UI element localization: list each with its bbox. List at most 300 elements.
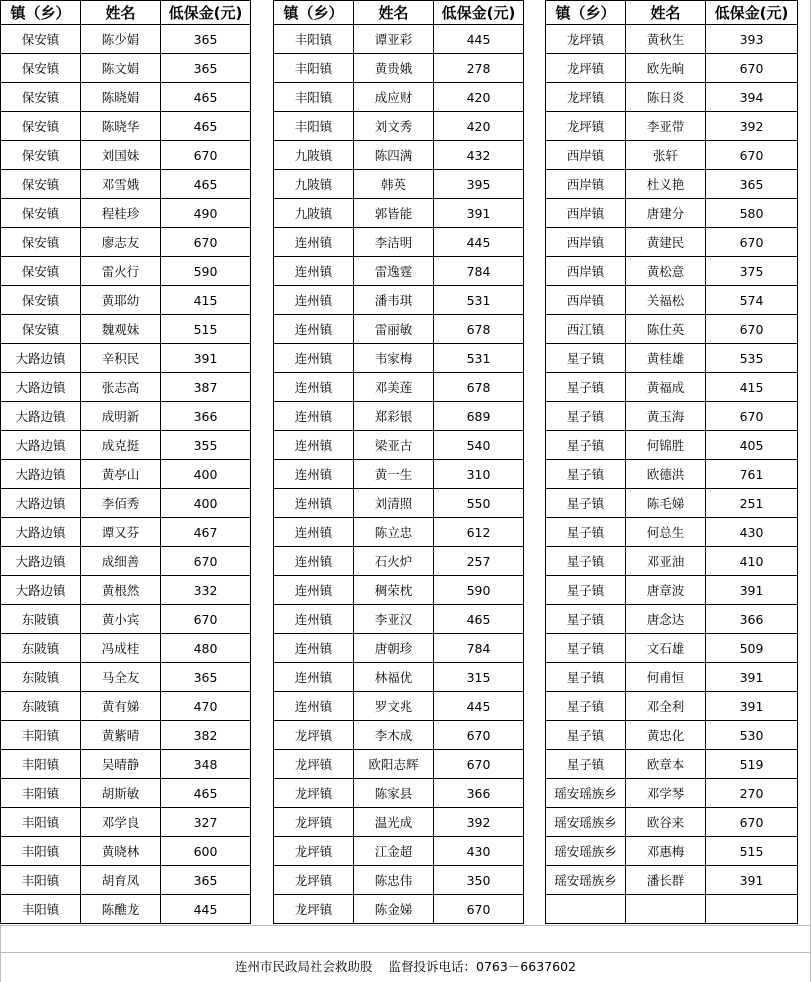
- amount-cell: 480: [161, 634, 251, 663]
- amount-cell: 465: [161, 170, 251, 199]
- name-cell: 潘长群: [626, 866, 706, 895]
- table-row: [1, 721, 251, 750]
- amount-cell: 670: [706, 228, 798, 257]
- name-cell: 邓美莲: [354, 373, 434, 402]
- town-cell: 大路边镇: [1, 518, 81, 547]
- table-row: [546, 489, 798, 518]
- name-cell: 欧德洪: [626, 460, 706, 489]
- table-row: [274, 779, 524, 808]
- table-body: [1, 25, 251, 924]
- town-cell: 龙坪镇: [274, 895, 354, 924]
- town-cell: 龙坪镇: [274, 779, 354, 808]
- table-row: [274, 83, 524, 112]
- table-row: [1, 547, 251, 576]
- table-row: [546, 141, 798, 170]
- table-row: [274, 837, 524, 866]
- amount-cell: 391: [434, 199, 524, 228]
- amount-cell: 465: [434, 605, 524, 634]
- amount-cell: 670: [706, 808, 798, 837]
- amount-cell: 580: [706, 199, 798, 228]
- amount-cell: 420: [434, 83, 524, 112]
- town-cell: 星子镇: [546, 460, 626, 489]
- table-row: [546, 779, 798, 808]
- name-cell: 稠荣枕: [354, 576, 434, 605]
- name-cell: 江金超: [354, 837, 434, 866]
- table-row: [546, 170, 798, 199]
- amount-cell: 678: [434, 315, 524, 344]
- table-row: [274, 170, 524, 199]
- name-cell: 黄小宾: [81, 605, 161, 634]
- name-cell: 黄秋生: [626, 25, 706, 54]
- name-cell: 张志高: [81, 373, 161, 402]
- name-cell: 黄贵娥: [354, 54, 434, 83]
- name-cell: 杜义艳: [626, 170, 706, 199]
- name-cell: 马全友: [81, 663, 161, 692]
- town-cell: 连州镇: [274, 547, 354, 576]
- name-cell: 李木成: [354, 721, 434, 750]
- table-row: [1, 54, 251, 83]
- name-cell: 黄桂雄: [626, 344, 706, 373]
- town-cell: 龙坪镇: [546, 54, 626, 83]
- table-row: [274, 866, 524, 895]
- amount-cell: 327: [161, 808, 251, 837]
- table-row: [274, 315, 524, 344]
- name-cell: 陈忠伟: [354, 866, 434, 895]
- name-cell: 黄福成: [626, 373, 706, 402]
- table-row: [546, 576, 798, 605]
- table-row: [546, 837, 798, 866]
- amount-cell: 432: [434, 141, 524, 170]
- name-cell: 何总生: [626, 518, 706, 547]
- name-cell: 张轩: [626, 141, 706, 170]
- name-cell: 黄玉海: [626, 402, 706, 431]
- town-cell: 保安镇: [1, 141, 81, 170]
- town-cell: 丰阳镇: [274, 83, 354, 112]
- name-cell: 黄有娣: [81, 692, 161, 721]
- amount-cell: 387: [161, 373, 251, 402]
- town-cell: 保安镇: [1, 112, 81, 141]
- name-cell: 黄亭山: [81, 460, 161, 489]
- amount-cell: 392: [434, 808, 524, 837]
- name-cell: 欧谷来: [626, 808, 706, 837]
- name-cell: 何甫恒: [626, 663, 706, 692]
- town-cell: 大路边镇: [1, 431, 81, 460]
- divider-line: [0, 925, 811, 926]
- amount-cell: 550: [434, 489, 524, 518]
- name-cell: 黄耶幼: [81, 286, 161, 315]
- name-cell: 潘韦琪: [354, 286, 434, 315]
- footer-hotline: 监督投诉电话：0763－6637602: [388, 959, 576, 974]
- name-cell: 欧章本: [626, 750, 706, 779]
- town-cell: 大路边镇: [1, 547, 81, 576]
- name-cell: 邓雪娥: [81, 170, 161, 199]
- town-cell: 大路边镇: [1, 402, 81, 431]
- name-cell: 成明新: [81, 402, 161, 431]
- name-cell: 林福优: [354, 663, 434, 692]
- town-cell: 星子镇: [546, 518, 626, 547]
- amount-cell: 365: [161, 54, 251, 83]
- table-row: [274, 692, 524, 721]
- name-cell: 韦家梅: [354, 344, 434, 373]
- amount-cell: 670: [706, 54, 798, 83]
- town-cell: 丰阳镇: [1, 750, 81, 779]
- name-cell: 陈晓华: [81, 112, 161, 141]
- town-cell: 保安镇: [1, 54, 81, 83]
- name-cell: 黄晓林: [81, 837, 161, 866]
- header-name: 姓名: [626, 1, 706, 25]
- town-cell: 丰阳镇: [1, 895, 81, 924]
- name-cell: 罗文兆: [354, 692, 434, 721]
- town-cell: 星子镇: [546, 663, 626, 692]
- name-cell: 黄一生: [354, 460, 434, 489]
- table-row: [1, 576, 251, 605]
- name-cell: 冯成桂: [81, 634, 161, 663]
- name-cell: 陈文娟: [81, 54, 161, 83]
- table-row: [546, 54, 798, 83]
- amount-cell: 405: [706, 431, 798, 460]
- amount-cell: 670: [161, 141, 251, 170]
- town-cell: 丰阳镇: [1, 837, 81, 866]
- amount-cell: 670: [706, 141, 798, 170]
- table-row: [274, 663, 524, 692]
- table-row: [274, 199, 524, 228]
- amount-cell: 420: [434, 112, 524, 141]
- roster-table-3: [545, 0, 798, 924]
- table-body: [546, 25, 798, 924]
- town-cell: 西岸镇: [546, 141, 626, 170]
- town-cell: 连州镇: [274, 489, 354, 518]
- town-cell: 大路边镇: [1, 460, 81, 489]
- name-cell: 欧阳志辉: [354, 750, 434, 779]
- name-cell: 唐朝珍: [354, 634, 434, 663]
- town-cell: 连州镇: [274, 373, 354, 402]
- table-row: [546, 199, 798, 228]
- name-cell: 陈晓娟: [81, 83, 161, 112]
- name-cell: 李亚汉: [354, 605, 434, 634]
- amount-cell: 382: [161, 721, 251, 750]
- amount-cell: 365: [706, 170, 798, 199]
- name-cell: 邓全利: [626, 692, 706, 721]
- town-cell: 连州镇: [274, 605, 354, 634]
- name-cell: 陈醮龙: [81, 895, 161, 924]
- amount-cell: 670: [161, 547, 251, 576]
- table-row: [546, 866, 798, 895]
- roster-table-1: [0, 0, 251, 924]
- town-cell: 连州镇: [274, 286, 354, 315]
- name-cell: 陈少娟: [81, 25, 161, 54]
- town-cell: 星子镇: [546, 750, 626, 779]
- amount-cell: 445: [434, 692, 524, 721]
- amount-cell: 519: [706, 750, 798, 779]
- amount-cell: 678: [434, 373, 524, 402]
- table-row: [1, 373, 251, 402]
- town-cell: 瑶安瑶族乡: [546, 808, 626, 837]
- town-cell: 连州镇: [274, 634, 354, 663]
- amount-cell: 350: [434, 866, 524, 895]
- amount-cell: 689: [434, 402, 524, 431]
- amount-cell: 515: [706, 837, 798, 866]
- table-row: [1, 199, 251, 228]
- table-row: [274, 547, 524, 576]
- amount-cell: 465: [161, 83, 251, 112]
- name-cell: 关福松: [626, 286, 706, 315]
- table-row: [546, 286, 798, 315]
- table-row: [1, 344, 251, 373]
- name-cell: 成应财: [354, 83, 434, 112]
- name-cell: 陈毛娣: [626, 489, 706, 518]
- amount-cell: 251: [706, 489, 798, 518]
- town-cell: 连州镇: [274, 518, 354, 547]
- town-cell: 大路边镇: [1, 489, 81, 518]
- name-cell: 温光成: [354, 808, 434, 837]
- name-cell: 郭皆能: [354, 199, 434, 228]
- amount-cell: 310: [434, 460, 524, 489]
- table-row: [274, 750, 524, 779]
- table-row: [274, 489, 524, 518]
- name-cell: 黄忠化: [626, 721, 706, 750]
- town-cell: 丰阳镇: [1, 866, 81, 895]
- town-cell: 连州镇: [274, 402, 354, 431]
- amount-cell: 540: [434, 431, 524, 460]
- table-row: [546, 518, 798, 547]
- amount-cell: 415: [706, 373, 798, 402]
- table-row: [1, 83, 251, 112]
- amount-cell: 670: [706, 315, 798, 344]
- table-row: [546, 460, 798, 489]
- town-cell: 西岸镇: [546, 228, 626, 257]
- table-row: [274, 257, 524, 286]
- table-row: [1, 489, 251, 518]
- town-cell: 星子镇: [546, 489, 626, 518]
- town-cell: 连州镇: [274, 692, 354, 721]
- table-row: [274, 54, 524, 83]
- name-cell: 韩英: [354, 170, 434, 199]
- town-cell: 丰阳镇: [1, 779, 81, 808]
- name-cell: 邓学良: [81, 808, 161, 837]
- name-cell: 李亚带: [626, 112, 706, 141]
- amount-cell: 391: [161, 344, 251, 373]
- name-cell: 李洁明: [354, 228, 434, 257]
- name-cell: 何锦胜: [626, 431, 706, 460]
- header-amount: 低保金(元): [161, 1, 251, 25]
- table-row: [1, 431, 251, 460]
- town-cell: 龙坪镇: [274, 721, 354, 750]
- town-cell: 龙坪镇: [274, 808, 354, 837]
- town-cell: 西岸镇: [546, 286, 626, 315]
- amount-cell: 415: [161, 286, 251, 315]
- town-cell: 西岸镇: [546, 199, 626, 228]
- amount-cell: 670: [706, 402, 798, 431]
- name-cell: 陈立忠: [354, 518, 434, 547]
- amount-cell: 348: [161, 750, 251, 779]
- name-cell: 黄松意: [626, 257, 706, 286]
- name-cell: 刘清照: [354, 489, 434, 518]
- table-row: [274, 634, 524, 663]
- table-row: [274, 286, 524, 315]
- amount-cell: 391: [706, 866, 798, 895]
- name-cell: 石火炉: [354, 547, 434, 576]
- town-cell: 东陂镇: [1, 692, 81, 721]
- town-cell: 连州镇: [274, 431, 354, 460]
- name-cell: 雷丽敏: [354, 315, 434, 344]
- name-cell: 雷逸霆: [354, 257, 434, 286]
- name-cell: 程桂珍: [81, 199, 161, 228]
- name-cell: 辛积民: [81, 344, 161, 373]
- town-cell: 星子镇: [546, 344, 626, 373]
- amount-cell: 490: [161, 199, 251, 228]
- amount-cell: 590: [434, 576, 524, 605]
- table-row: [1, 141, 251, 170]
- name-cell: 邓学琴: [626, 779, 706, 808]
- name-cell: 吴晴静: [81, 750, 161, 779]
- name-cell: 雷火行: [81, 257, 161, 286]
- table-row: [274, 402, 524, 431]
- town-cell: 星子镇: [546, 402, 626, 431]
- amount-cell: 270: [706, 779, 798, 808]
- amount-cell: 400: [161, 460, 251, 489]
- town-cell: 连州镇: [274, 228, 354, 257]
- town-cell: 连州镇: [274, 315, 354, 344]
- table-row: [1, 460, 251, 489]
- town-cell: 连州镇: [274, 663, 354, 692]
- table-row: [546, 431, 798, 460]
- header-name: 姓名: [81, 1, 161, 25]
- name-cell: 欧先晌: [626, 54, 706, 83]
- town-cell: 九陂镇: [274, 170, 354, 199]
- town-cell: 星子镇: [546, 373, 626, 402]
- table-row: [546, 721, 798, 750]
- amount-cell: 365: [161, 663, 251, 692]
- table-row: [1, 895, 251, 924]
- amount-cell: 445: [161, 895, 251, 924]
- amount-cell: 365: [161, 866, 251, 895]
- name-cell: 文石雄: [626, 634, 706, 663]
- name-cell: 李佰秀: [81, 489, 161, 518]
- table-row: [546, 808, 798, 837]
- amount-cell: 391: [706, 576, 798, 605]
- town-cell: 保安镇: [1, 228, 81, 257]
- amount-cell: 430: [434, 837, 524, 866]
- table-row: [1, 692, 251, 721]
- header-town: 镇（乡）: [274, 1, 354, 25]
- table-row: [1, 286, 251, 315]
- name-cell: 成细善: [81, 547, 161, 576]
- table-row: [1, 402, 251, 431]
- amount-cell: 392: [706, 112, 798, 141]
- table-row: [1, 25, 251, 54]
- table-row: [546, 344, 798, 373]
- town-cell: 丰阳镇: [1, 721, 81, 750]
- table-row: [1, 518, 251, 547]
- table-row: [274, 373, 524, 402]
- table-row: [546, 750, 798, 779]
- footer-office: 连州市民政局社会救助股: [235, 959, 373, 974]
- amount-cell: 509: [706, 634, 798, 663]
- amount-cell: 784: [434, 257, 524, 286]
- name-cell: 成克挺: [81, 431, 161, 460]
- town-cell: 保安镇: [1, 286, 81, 315]
- table-row: [274, 518, 524, 547]
- amount-cell: 465: [161, 112, 251, 141]
- amount-cell: 315: [434, 663, 524, 692]
- town-cell: 龙坪镇: [274, 866, 354, 895]
- table-row: [274, 431, 524, 460]
- amount-cell: 400: [161, 489, 251, 518]
- table-row: [1, 315, 251, 344]
- table-row: [546, 547, 798, 576]
- town-cell: 大路边镇: [1, 344, 81, 373]
- amount-cell: 391: [706, 692, 798, 721]
- name-cell: 廖志友: [81, 228, 161, 257]
- table-row: [546, 373, 798, 402]
- table-row: [546, 25, 798, 54]
- amount-cell: 465: [161, 779, 251, 808]
- empty-cell: [626, 895, 706, 924]
- amount-cell: 531: [434, 286, 524, 315]
- town-cell: 西岸镇: [546, 170, 626, 199]
- amount-cell: 410: [706, 547, 798, 576]
- table-row: [546, 257, 798, 286]
- amount-cell: 574: [706, 286, 798, 315]
- town-cell: 九陂镇: [274, 141, 354, 170]
- amount-cell: 355: [161, 431, 251, 460]
- amount-cell: 365: [161, 25, 251, 54]
- name-cell: 刘国妹: [81, 141, 161, 170]
- table-row: [274, 895, 524, 924]
- name-cell: 梁亚古: [354, 431, 434, 460]
- town-cell: 丰阳镇: [274, 112, 354, 141]
- table-row: [1, 605, 251, 634]
- town-cell: 星子镇: [546, 547, 626, 576]
- empty-cell: [706, 895, 798, 924]
- table-row: [546, 112, 798, 141]
- town-cell: 连州镇: [274, 460, 354, 489]
- town-cell: 瑶安瑶族乡: [546, 866, 626, 895]
- table-row: [274, 808, 524, 837]
- amount-cell: 332: [161, 576, 251, 605]
- amount-cell: 257: [434, 547, 524, 576]
- name-cell: 黄紫晴: [81, 721, 161, 750]
- town-cell: 瑶安瑶族乡: [546, 837, 626, 866]
- table-row: [274, 576, 524, 605]
- name-cell: 郑彩银: [354, 402, 434, 431]
- town-cell: 保安镇: [1, 257, 81, 286]
- amount-cell: 467: [161, 518, 251, 547]
- amount-cell: 278: [434, 54, 524, 83]
- table-row: [274, 460, 524, 489]
- roster-table-2: [273, 0, 524, 924]
- amount-cell: 445: [434, 228, 524, 257]
- amount-cell: 395: [434, 170, 524, 199]
- header-town: 镇（乡）: [546, 1, 626, 25]
- table-row: [274, 141, 524, 170]
- table-row: [1, 112, 251, 141]
- town-cell: 保安镇: [1, 83, 81, 112]
- amount-cell: 394: [706, 83, 798, 112]
- town-cell: 保安镇: [1, 25, 81, 54]
- town-cell: 丰阳镇: [1, 808, 81, 837]
- name-cell: 邓惠梅: [626, 837, 706, 866]
- town-cell: 星子镇: [546, 605, 626, 634]
- table-row: [546, 605, 798, 634]
- header-town: 镇（乡）: [1, 1, 81, 25]
- town-cell: 大路边镇: [1, 373, 81, 402]
- table-row: [546, 692, 798, 721]
- table-row: [274, 344, 524, 373]
- header-row: [274, 1, 524, 25]
- table-row: [274, 112, 524, 141]
- town-cell: 丰阳镇: [274, 25, 354, 54]
